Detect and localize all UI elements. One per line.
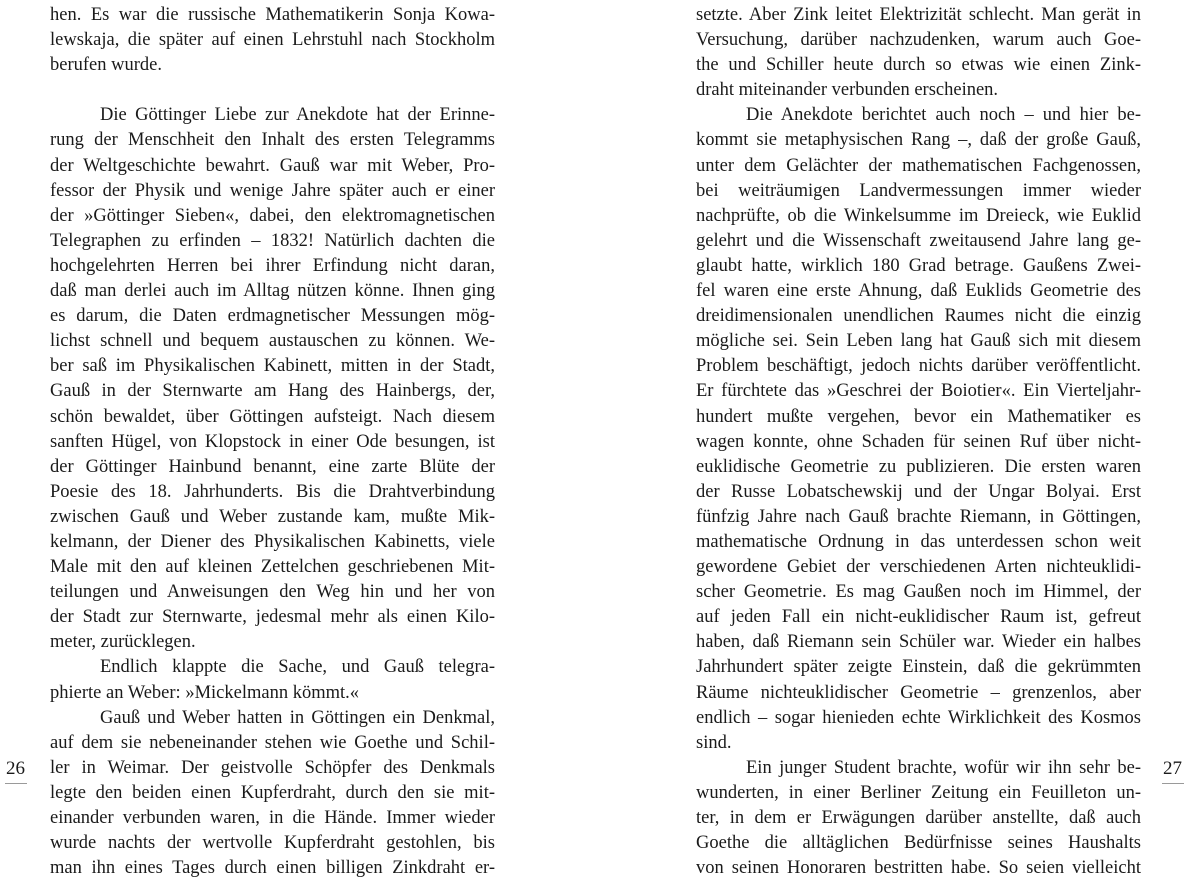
text-line: Goethe die alltäglichen Bedürfnisse seines Haushalts bbox=[696, 833, 1141, 854]
text-line: Gauß und Weber hatten in Göttingen ein Denkmal, bbox=[100, 707, 495, 728]
text-line: ter, in dem er Erwägungen darüber anstellte, daß auch bbox=[696, 808, 1141, 828]
text-line: Male mit den auf kleinen Zettelchen geschriebenen Mit- bbox=[50, 557, 495, 578]
left-page-text bbox=[50, 3, 495, 881]
text-line: Räume nichteuklidischer Geometrie – grenzenlos, aber bbox=[696, 682, 1141, 703]
text-line: setzte. Aber Zink leitet Elektrizität schlecht. Man gerät in bbox=[696, 5, 1141, 25]
text-line: fessor der Physik und wenige Jahre später auch er einer bbox=[50, 180, 495, 201]
text-line: lewskaja, die später auf einen Lehrstuhl nach Stockholm bbox=[50, 30, 495, 51]
paragraph-gap bbox=[50, 78, 495, 103]
text-line: daß man derlei auch im Alltag nützen könne. Ihnen ging bbox=[50, 281, 495, 302]
text-line: sind. bbox=[696, 732, 732, 753]
text-line: mögliche sei. Sein Leben lang hat Gauß sich mit diesem bbox=[696, 331, 1141, 352]
text-line: einander verbunden waren, in die Hände. Immer wieder bbox=[50, 808, 495, 828]
text-line: draht miteinander verbunden erscheinen. bbox=[696, 80, 999, 101]
text-line: scher Geometrie. Es mag Gaußen noch im Himmel, der bbox=[696, 582, 1141, 603]
page-number-rule-right bbox=[1162, 783, 1184, 784]
text-line: Er fürchtete das »Geschrei der Boiotier«. Ein Vierteljahr- bbox=[696, 381, 1141, 402]
text-line: Jahrhundert später zeigte Einstein, daß die gekrümmten bbox=[696, 657, 1141, 678]
text-line: Endlich klappte die Sache, und Gauß telegra- bbox=[100, 657, 495, 678]
text-line: der Stadt zur Sternwarte, jedesmal mehr als einen Kilo- bbox=[50, 607, 495, 628]
text-line: Poesie des 18. Jahrhunderts. Bis die Drahtverbindung bbox=[50, 481, 495, 502]
text-line: haben, daß Riemann sein Schüler war. Wieder ein halbes bbox=[696, 632, 1141, 653]
text-line: auf jeden Fall ein nicht-euklidischer Raum ist, gefreut bbox=[696, 607, 1141, 628]
text-line: ber saß im Physikalischen Kabinett, mitten in der Stadt, bbox=[50, 356, 495, 377]
text-line: ler in Weimar. Der geistvolle Schöpfer des Denkmals bbox=[50, 757, 495, 778]
text-line: dreidimensionalen unendlichen Raumes nicht die einzig bbox=[696, 306, 1141, 327]
text-line: auf dem sie nebeneinander stehen wie Goethe und Schil- bbox=[50, 732, 495, 753]
text-line: euklidische Geometrie zu publizieren. Die ersten waren bbox=[696, 456, 1141, 477]
text-line: hen. Es war die russische Mathematikerin Sonja Kowa- bbox=[50, 5, 495, 25]
text-line: rung der Menschheit den Inhalt des ersten Telegramms bbox=[50, 130, 495, 151]
text-line: wagen konnte, ohne Schaden für seinen Ruf über nicht- bbox=[696, 431, 1141, 452]
text-line: zwischen Gauß und Weber zustande kam, mußte Mik- bbox=[50, 506, 495, 527]
text-line: es darum, die Daten erdmagnetischer Messungen mög- bbox=[50, 306, 495, 327]
text-line: von seinen Honoraren bestritten habe. So seien vielleicht bbox=[696, 858, 1141, 879]
text-line: schön bewaldet, über Göttingen aufsteigt. Nach diesem bbox=[50, 406, 495, 427]
text-line: fünfzig Jahre nach Gauß brachte Riemann, in Göttingen, bbox=[696, 506, 1141, 527]
text-line: Die Anekdote berichtet auch noch – und hier be- bbox=[746, 105, 1141, 126]
text-line: Ein junger Student brachte, wofür wir ihn sehr be- bbox=[746, 757, 1141, 778]
text-line: fel waren eine erste Ahnung, daß Euklids Geometrie des bbox=[696, 281, 1141, 302]
text-line: hochgelehrten Herren bei ihrer Erfindung nicht daran, bbox=[50, 255, 495, 276]
text-line: wurde nachts der wertvolle Kupferdraht gestohlen, bis bbox=[50, 833, 495, 854]
page-number-left: 26 bbox=[6, 758, 25, 779]
text-line: kelmann, der Diener des Physikalischen Kabinetts, viele bbox=[50, 531, 495, 552]
text-line: Versuchung, darüber nachzudenken, warum auch Goe- bbox=[696, 30, 1141, 51]
text-line: the und Schiller heute durch so etwas wie einen Zink- bbox=[696, 55, 1141, 76]
text-line: phierte an Weber: »Mickelmann kömmt.« bbox=[50, 682, 359, 703]
text-line: berufen wurde. bbox=[50, 55, 162, 76]
page-number-rule-left bbox=[5, 783, 27, 784]
text-line: unter dem Gelächter der mathematischen Fachgenossen, bbox=[696, 155, 1141, 176]
text-line: kommt sie metaphysischen Rang –, daß der große Gauß, bbox=[696, 130, 1141, 151]
text-line: sanften Hügel, von Klopstock in einer Ode besungen, ist bbox=[50, 431, 495, 452]
text-line: der »Göttinger Sieben«, dabei, den elektromagnetischen bbox=[50, 205, 495, 226]
text-line: teilungen und Anweisungen den Weg hin und her von bbox=[50, 582, 495, 603]
text-line: endlich – sogar hienieden echte Wirklichkeit des Kosmos bbox=[696, 707, 1141, 728]
text-line: mathematische Ordnung in das unterdessen schon weit bbox=[696, 531, 1141, 552]
text-line: Die Göttinger Liebe zur Anekdote hat der Erinne- bbox=[100, 105, 495, 126]
text-line: glaubt hatte, wirklich 180 Grad betrage. Gaußens Zwei- bbox=[696, 255, 1141, 276]
text-line: der Göttinger Hainbund benannt, eine zarte Blüte der bbox=[50, 456, 495, 477]
text-line: Telegraphen zu erfinden – 1832! Natürlich dachten die bbox=[50, 230, 495, 251]
page-number-right: 27 bbox=[1163, 758, 1182, 779]
text-line: man ihn eines Tages durch einen billigen Zinkdraht er- bbox=[50, 858, 495, 879]
text-line: Gauß in der Sternwarte am Hang des Hainbergs, der, bbox=[50, 381, 495, 402]
text-line: gewordene Gebiet der verschiedenen Arten nichteuklidi- bbox=[696, 557, 1141, 578]
text-line: gelehrt und die Wissenschaft zweitausend Jahre lang ge- bbox=[696, 230, 1141, 251]
text-line: lichst schnell und bequem austauschen zu können. We- bbox=[50, 331, 495, 352]
text-line: bei weiträumigen Landvermessungen immer wieder bbox=[696, 180, 1141, 201]
text-line: der Russe Lobatschewskij und der Ungar Bolyai. Erst bbox=[696, 481, 1141, 502]
text-line: meter, zurücklegen. bbox=[50, 632, 196, 653]
text-line: der Weltgeschichte bewahrt. Gauß war mit Weber, Pro- bbox=[50, 155, 495, 176]
right-page-text bbox=[696, 3, 1141, 881]
text-line: Problem beschäftigt, jedoch nichts darüber veröffentlicht. bbox=[696, 356, 1141, 377]
text-line: legte den beiden einen Kupferdraht, durch den sie mit- bbox=[50, 782, 495, 803]
text-line: wunderten, in einer Berliner Zeitung ein Feuilleton un- bbox=[696, 782, 1141, 803]
text-line: hundert mußte vergehen, bevor ein Mathematiker es bbox=[696, 406, 1141, 427]
text-line: nachprüfte, ob die Winkelsumme im Dreieck, wie Euklid bbox=[696, 205, 1141, 226]
